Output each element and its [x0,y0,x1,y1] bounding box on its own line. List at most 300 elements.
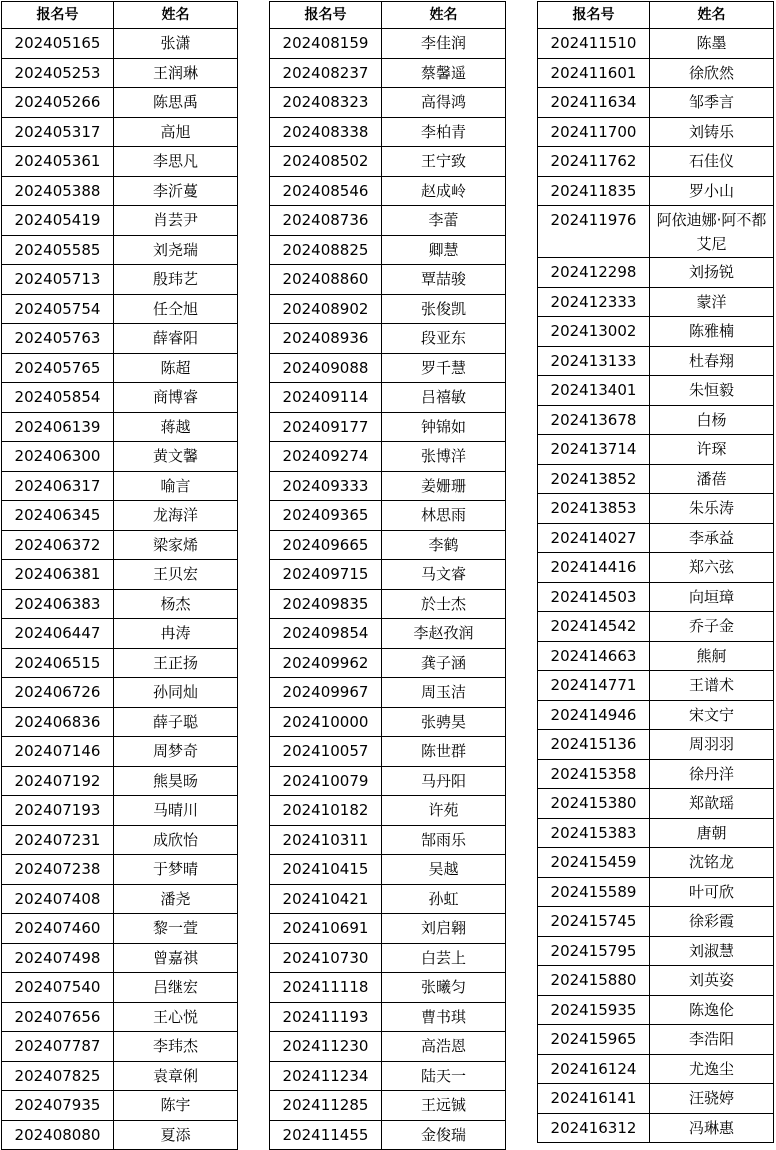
student-name-cell: 张骋昊 [382,707,506,737]
student-name-cell: 许苑 [382,796,506,826]
registration-number-cell: 202411193 [270,1002,382,1032]
student-name-cell: 刘扬锐 [650,258,774,288]
registration-number-cell: 202415136 [538,730,650,760]
registration-number-cell: 202408825 [270,235,382,265]
table-row [2,1120,238,1150]
registration-number-cell: 202406447 [2,619,114,649]
registration-number-cell: 202406345 [2,501,114,531]
student-name-cell: 陈世群 [382,737,506,767]
table-row [2,737,238,767]
student-name-cell: 肖芸尹 [114,206,238,236]
student-name-cell: 冉涛 [114,619,238,649]
table-row [270,353,506,383]
student-name-cell: 郑歆瑶 [650,789,774,819]
table-row [538,523,774,553]
header-id: 报名号 [538,2,650,29]
student-name-cell: 马晴川 [114,796,238,826]
registration-number-cell: 202413714 [538,435,650,465]
table-row [538,612,774,642]
student-name-cell: 张博洋 [382,442,506,472]
student-name-cell: 朱乐涛 [650,494,774,524]
student-name-cell: 段亚东 [382,324,506,354]
registration-number-cell: 202409114 [270,383,382,413]
table-row [538,117,774,147]
header-name: 姓名 [114,2,238,29]
table-row [538,936,774,966]
student-name-cell: 李蕾 [382,206,506,236]
table-row [270,1002,506,1032]
registration-number-cell: 202407238 [2,855,114,885]
student-name-cell: 陈墨 [650,29,774,59]
registration-number-cell: 202407935 [2,1091,114,1121]
student-name-cell: 宋文宁 [650,700,774,730]
table-row [270,1061,506,1091]
table-row [270,766,506,796]
table-row [538,818,774,848]
roster-table-2 [269,1,506,1150]
table-row [270,117,506,147]
table-row [270,560,506,590]
registration-number-cell: 202415965 [538,1025,650,1055]
student-name-cell: 李玮杰 [114,1032,238,1062]
table-row [270,648,506,678]
table-row [270,442,506,472]
table-row [538,176,774,206]
student-name-cell: 王心悦 [114,1002,238,1032]
registration-number-cell: 202415795 [538,936,650,966]
student-name-cell: 熊舸 [650,641,774,671]
registration-number-cell: 202405165 [2,29,114,59]
registration-number-cell: 202410182 [270,796,382,826]
student-name-cell: 杨杰 [114,589,238,619]
table-row [2,589,238,619]
student-name-cell: 孙虹 [382,884,506,914]
table-row [270,29,506,59]
table-row [538,258,774,288]
table-row [270,914,506,944]
table-row [538,346,774,376]
registration-number-cell: 202416141 [538,1084,650,1114]
registration-number-cell: 202414503 [538,582,650,612]
roster-table-3 [537,1,774,1143]
registration-number-cell: 202407540 [2,973,114,1003]
registration-number-cell: 202409088 [270,353,382,383]
table-row [538,789,774,819]
student-name-cell: 钟锦如 [382,412,506,442]
table-row [270,265,506,295]
table-row [2,206,238,236]
table-row [2,412,238,442]
table-row [2,235,238,265]
table-row [2,678,238,708]
registration-number-cell: 202409333 [270,471,382,501]
registration-number-cell: 202407825 [2,1061,114,1091]
table-row [2,855,238,885]
student-name-cell: 吕禧敏 [382,383,506,413]
registration-number-cell: 202405419 [2,206,114,236]
registration-number-cell: 202409177 [270,412,382,442]
table-row [538,206,774,258]
registration-number-cell: 202410730 [270,943,382,973]
student-name-cell: 高旭 [114,117,238,147]
table-row [270,530,506,560]
table-row [270,1032,506,1062]
registration-number-cell: 202407192 [2,766,114,796]
registration-number-cell: 202414771 [538,671,650,701]
student-name-cell: 徐彩霞 [650,907,774,937]
registration-number-cell: 202405266 [2,88,114,118]
table-row [538,494,774,524]
registration-number-cell: 202411976 [538,206,650,258]
registration-number-cell: 202412298 [538,258,650,288]
header-row [270,2,506,29]
student-name-cell: 刘铸乐 [650,117,774,147]
student-name-cell: 汪骁婷 [650,1084,774,1114]
table-row [2,1032,238,1062]
registration-number-cell: 202415383 [538,818,650,848]
student-name-cell: 周玉洁 [382,678,506,708]
table-row [538,995,774,1025]
student-name-cell: 李鹤 [382,530,506,560]
table-row [2,707,238,737]
table-row [2,914,238,944]
registration-number-cell: 202411700 [538,117,650,147]
registration-number-cell: 202411234 [270,1061,382,1091]
header-id: 报名号 [2,2,114,29]
registration-number-cell: 202405754 [2,294,114,324]
table-row [2,766,238,796]
table-row [2,825,238,855]
registration-number-cell: 202409967 [270,678,382,708]
registration-number-cell: 202414946 [538,700,650,730]
student-name-cell: 龙海洋 [114,501,238,531]
student-name-cell: 马文睿 [382,560,506,590]
student-name-cell: 李沂蔓 [114,176,238,206]
student-name-cell: 刘英姿 [650,966,774,996]
table-row [538,317,774,347]
table-row [2,383,238,413]
registration-number-cell: 202416124 [538,1054,650,1084]
student-name-cell: 王正扬 [114,648,238,678]
table-row [270,501,506,531]
table-row [270,58,506,88]
student-name-cell: 袁章俐 [114,1061,238,1091]
student-name-cell: 王宁致 [382,147,506,177]
registration-number-cell: 202411118 [270,973,382,1003]
table-row [538,1084,774,1114]
registration-number-cell: 202405854 [2,383,114,413]
registration-number-cell: 202411835 [538,176,650,206]
registration-number-cell: 202407193 [2,796,114,826]
student-name-cell: 陆天一 [382,1061,506,1091]
table-row [2,973,238,1003]
table-row [2,117,238,147]
table-row [270,796,506,826]
table-row [270,678,506,708]
registration-number-cell: 202405585 [2,235,114,265]
registration-number-cell: 202405763 [2,324,114,354]
student-name-cell: 徐欣然 [650,58,774,88]
student-name-cell: 孙同灿 [114,678,238,708]
student-name-cell: 於士杰 [382,589,506,619]
student-name-cell: 薛子聪 [114,707,238,737]
table-row [2,353,238,383]
registration-number-cell: 202410079 [270,766,382,796]
table-row [538,907,774,937]
registration-number-cell: 202406381 [2,560,114,590]
table-row [538,730,774,760]
student-name-cell: 周羽羽 [650,730,774,760]
student-name-cell: 蒋越 [114,412,238,442]
student-name-cell: 薛睿阳 [114,324,238,354]
table-row [538,58,774,88]
table-row [2,324,238,354]
table-row [538,641,774,671]
registration-number-cell: 202410000 [270,707,382,737]
registration-number-cell: 202415459 [538,848,650,878]
registration-number-cell: 202413002 [538,317,650,347]
student-name-cell: 罗小山 [650,176,774,206]
registration-number-cell: 202411634 [538,88,650,118]
registration-number-cell: 202415880 [538,966,650,996]
table-row [270,88,506,118]
student-name-cell: 刘淑慧 [650,936,774,966]
student-name-cell: 李思凡 [114,147,238,177]
student-name-cell: 覃喆骏 [382,265,506,295]
student-name-cell: 王贝宏 [114,560,238,590]
registration-number-cell: 202405361 [2,147,114,177]
student-name-cell: 张潇 [114,29,238,59]
student-name-cell: 于梦晴 [114,855,238,885]
header-row [538,2,774,29]
registration-number-cell: 202407460 [2,914,114,944]
table-row [2,265,238,295]
registration-number-cell: 202414027 [538,523,650,553]
registration-number-cell: 202411762 [538,147,650,177]
registration-number-cell: 202408936 [270,324,382,354]
table-row [270,707,506,737]
student-name-cell: 刘尧瑞 [114,235,238,265]
student-name-cell: 邹季言 [650,88,774,118]
registration-number-cell: 202406139 [2,412,114,442]
registration-number-cell: 202408502 [270,147,382,177]
student-name-cell: 叶可欣 [650,877,774,907]
student-name-cell: 潘尧 [114,884,238,914]
table-row [2,88,238,118]
table-row [2,176,238,206]
registration-number-cell: 202410415 [270,855,382,885]
registration-number-cell: 202407656 [2,1002,114,1032]
registration-number-cell: 202405765 [2,353,114,383]
table-row [538,147,774,177]
student-name-cell: 徐丹洋 [650,759,774,789]
table-row [270,294,506,324]
student-name-cell: 夏添 [114,1120,238,1150]
student-name-cell: 沈铭龙 [650,848,774,878]
student-name-cell: 陈超 [114,353,238,383]
registration-number-cell: 202405388 [2,176,114,206]
registration-number-cell: 202411510 [538,29,650,59]
registration-number-cell: 202406726 [2,678,114,708]
table-row [270,884,506,914]
student-name-cell: 陈雅楠 [650,317,774,347]
table-row [538,376,774,406]
registration-number-cell: 202409854 [270,619,382,649]
student-name-cell: 陈思禹 [114,88,238,118]
student-name-cell: 殷玮艺 [114,265,238,295]
registration-number-cell: 202415935 [538,995,650,1025]
table-row [270,176,506,206]
table-row [270,235,506,265]
student-name-cell: 冯琳惠 [650,1113,774,1143]
student-name-cell: 赵成岭 [382,176,506,206]
student-name-cell: 许琛 [650,435,774,465]
table-row [270,147,506,177]
student-name-cell: 尤逸尘 [650,1054,774,1084]
registration-number-cell: 202405317 [2,117,114,147]
table-row [2,648,238,678]
table-row [270,324,506,354]
registration-number-cell: 202408323 [270,88,382,118]
student-name-cell: 姜姗珊 [382,471,506,501]
registration-number-cell: 202408338 [270,117,382,147]
table-row [270,206,506,236]
student-name-cell: 梁家烯 [114,530,238,560]
table-row [270,471,506,501]
table-row [2,471,238,501]
table-row [538,464,774,494]
table-row [270,855,506,885]
student-name-cell: 周梦奇 [114,737,238,767]
header-name: 姓名 [650,2,774,29]
student-name-cell: 马丹阳 [382,766,506,796]
registration-number-cell: 202414542 [538,612,650,642]
header-row [2,2,238,29]
registration-number-cell: 202408159 [270,29,382,59]
registration-number-cell: 202413678 [538,405,650,435]
student-name-cell: 张曦匀 [382,973,506,1003]
registration-number-cell: 202411601 [538,58,650,88]
student-name-cell: 蒙洋 [650,287,774,317]
student-name-cell: 李赵孜润 [382,619,506,649]
registration-number-cell: 202408237 [270,58,382,88]
registration-number-cell: 202408860 [270,265,382,295]
header-name: 姓名 [382,2,506,29]
registration-number-cell: 202408902 [270,294,382,324]
table-row [538,671,774,701]
student-name-cell: 李佳润 [382,29,506,59]
student-name-cell: 高得鸿 [382,88,506,118]
registration-number-cell: 202410421 [270,884,382,914]
student-name-cell: 张俊凯 [382,294,506,324]
student-name-cell: 李浩阳 [650,1025,774,1055]
student-name-cell: 龚子涵 [382,648,506,678]
registration-number-cell: 202408080 [2,1120,114,1150]
table-row [2,501,238,531]
registration-number-cell: 202415589 [538,877,650,907]
registration-number-cell: 202407408 [2,884,114,914]
table-row [2,1061,238,1091]
registration-number-cell: 202410057 [270,737,382,767]
table-row [2,1091,238,1121]
student-name-cell: 熊昊旸 [114,766,238,796]
table-row [2,147,238,177]
registration-number-cell: 202413401 [538,376,650,406]
student-name-cell: 郑六弦 [650,553,774,583]
student-name-cell: 朱恒毅 [650,376,774,406]
registration-number-cell: 202411230 [270,1032,382,1062]
table-row [270,1120,506,1150]
registration-number-cell: 202407498 [2,943,114,973]
registration-number-cell: 202407146 [2,737,114,767]
registration-number-cell: 202415380 [538,789,650,819]
registration-number-cell: 202408736 [270,206,382,236]
table-row [2,58,238,88]
student-name-cell: 李承益 [650,523,774,553]
student-name-cell: 黄文馨 [114,442,238,472]
student-name-cell: 刘启翱 [382,914,506,944]
table-row [270,412,506,442]
student-name-cell: 金俊瑞 [382,1120,506,1150]
table-row [538,1113,774,1143]
registration-number-cell: 202405713 [2,265,114,295]
student-name-cell: 白芸上 [382,943,506,973]
table-row [538,553,774,583]
student-name-cell: 向垣璋 [650,582,774,612]
table-row [2,294,238,324]
table-row [2,560,238,590]
table-row [538,848,774,878]
table-row [2,796,238,826]
table-row [270,589,506,619]
student-name-cell: 杜春翔 [650,346,774,376]
student-name-cell: 商博睿 [114,383,238,413]
student-name-cell: 阿依迪娜·阿不都艾尼 [650,206,774,258]
registration-number-cell: 202410311 [270,825,382,855]
header-id: 报名号 [270,2,382,29]
student-name-cell: 喻言 [114,471,238,501]
student-name-cell: 吕继宏 [114,973,238,1003]
registration-number-cell: 202416312 [538,1113,650,1143]
student-name-cell: 王润琳 [114,58,238,88]
student-name-cell: 成欣怡 [114,825,238,855]
student-name-cell: 陈逸伦 [650,995,774,1025]
registration-number-cell: 202413133 [538,346,650,376]
registration-number-cell: 202406383 [2,589,114,619]
table-row [2,619,238,649]
registration-number-cell: 202415745 [538,907,650,937]
registration-number-cell: 202409962 [270,648,382,678]
table-row [538,405,774,435]
table-row [538,435,774,465]
registration-number-cell: 202409715 [270,560,382,590]
registration-number-cell: 202409835 [270,589,382,619]
registration-number-cell: 202409365 [270,501,382,531]
table-row [270,737,506,767]
student-name-cell: 乔子金 [650,612,774,642]
student-name-cell: 林思雨 [382,501,506,531]
student-name-cell: 卿慧 [382,235,506,265]
student-name-cell: 任仝旭 [114,294,238,324]
table-row [2,1002,238,1032]
table-row [538,29,774,59]
table-row [2,29,238,59]
table-row [270,383,506,413]
student-name-cell: 白杨 [650,405,774,435]
registration-number-cell: 202411455 [270,1120,382,1150]
registration-number-cell: 202410691 [270,914,382,944]
table-row [538,877,774,907]
